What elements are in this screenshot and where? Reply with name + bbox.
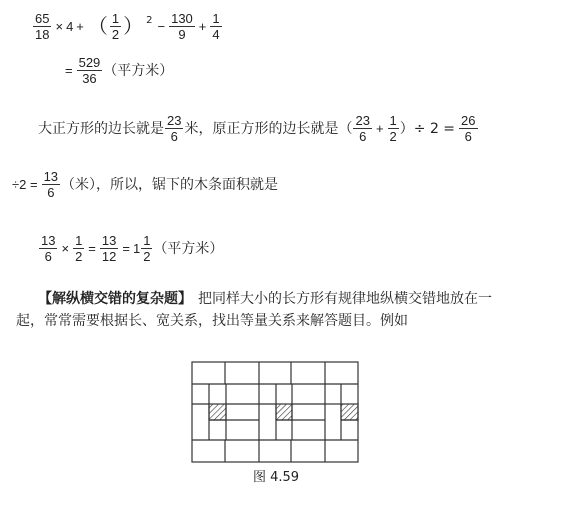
paragraph-text: 把同样大小的长方形有规律地纵横交错地放在一 <box>198 291 492 307</box>
text-segment: 大正方形的边长就是 <box>38 121 164 137</box>
fraction: $\frac{1}{2}$ <box>389 112 397 144</box>
equals-sign: = <box>65 62 73 78</box>
minus-sign: − <box>157 18 166 34</box>
text-segment: ）÷ 2 = <box>399 121 456 137</box>
fraction: $\frac{1}{2}$ <box>75 232 83 264</box>
plus-sign: + <box>76 18 84 34</box>
number: 4 <box>66 18 74 34</box>
unit-label: （平方米） <box>153 241 224 257</box>
fraction: $\frac{130}{9}$ <box>171 10 193 42</box>
fraction: $\frac{65}{18}$ <box>35 10 50 42</box>
equals-sign: = <box>88 240 96 256</box>
fraction: $\frac{13}{6}$ <box>41 232 56 264</box>
unit-label: （平方米） <box>103 63 174 79</box>
division-text: ÷2 = <box>12 176 38 192</box>
fraction: $\frac{26}{6}$ <box>461 112 476 144</box>
times-sign: × <box>55 18 64 34</box>
text-segment: （米），所以，锯下的木条面积就是 <box>61 177 279 193</box>
fraction: $\frac{529}{36}$ <box>78 54 101 86</box>
plus-sign: + <box>198 18 207 34</box>
figure-caption: 图 4.59 <box>252 470 300 485</box>
right-paren: ） <box>123 14 144 38</box>
fraction: $\frac{23}{6}$ <box>167 112 182 144</box>
fraction: $\frac{13}{12}$ <box>101 232 117 264</box>
left-paren: （ <box>87 14 108 38</box>
fraction: $\frac{1}{4}$ <box>212 10 220 42</box>
section-heading: 【解纵横交错的复杂题】 <box>38 291 192 307</box>
plus-sign: + <box>375 120 384 136</box>
hatched-square <box>341 404 358 420</box>
paragraph-line: 起，常常需要根据长、宽关系，找出等量关系来解答题目。例如 <box>16 313 408 329</box>
equals-sign: = <box>122 240 130 256</box>
hatched-square <box>276 404 292 420</box>
fraction: $\frac{1}{2}$ <box>143 232 151 264</box>
times-sign: × <box>61 240 70 256</box>
fraction: $\frac{1}{2}$ <box>111 10 120 42</box>
whole-number: 1 <box>132 240 141 256</box>
fraction: $\frac{13}{6}$ <box>43 168 59 200</box>
text-segment: 米，原正方形的边长就是（ <box>184 121 353 137</box>
fraction: $\frac{23}{6}$ <box>355 112 370 144</box>
hatched-square <box>209 404 226 420</box>
exponent: 2 <box>146 14 153 26</box>
